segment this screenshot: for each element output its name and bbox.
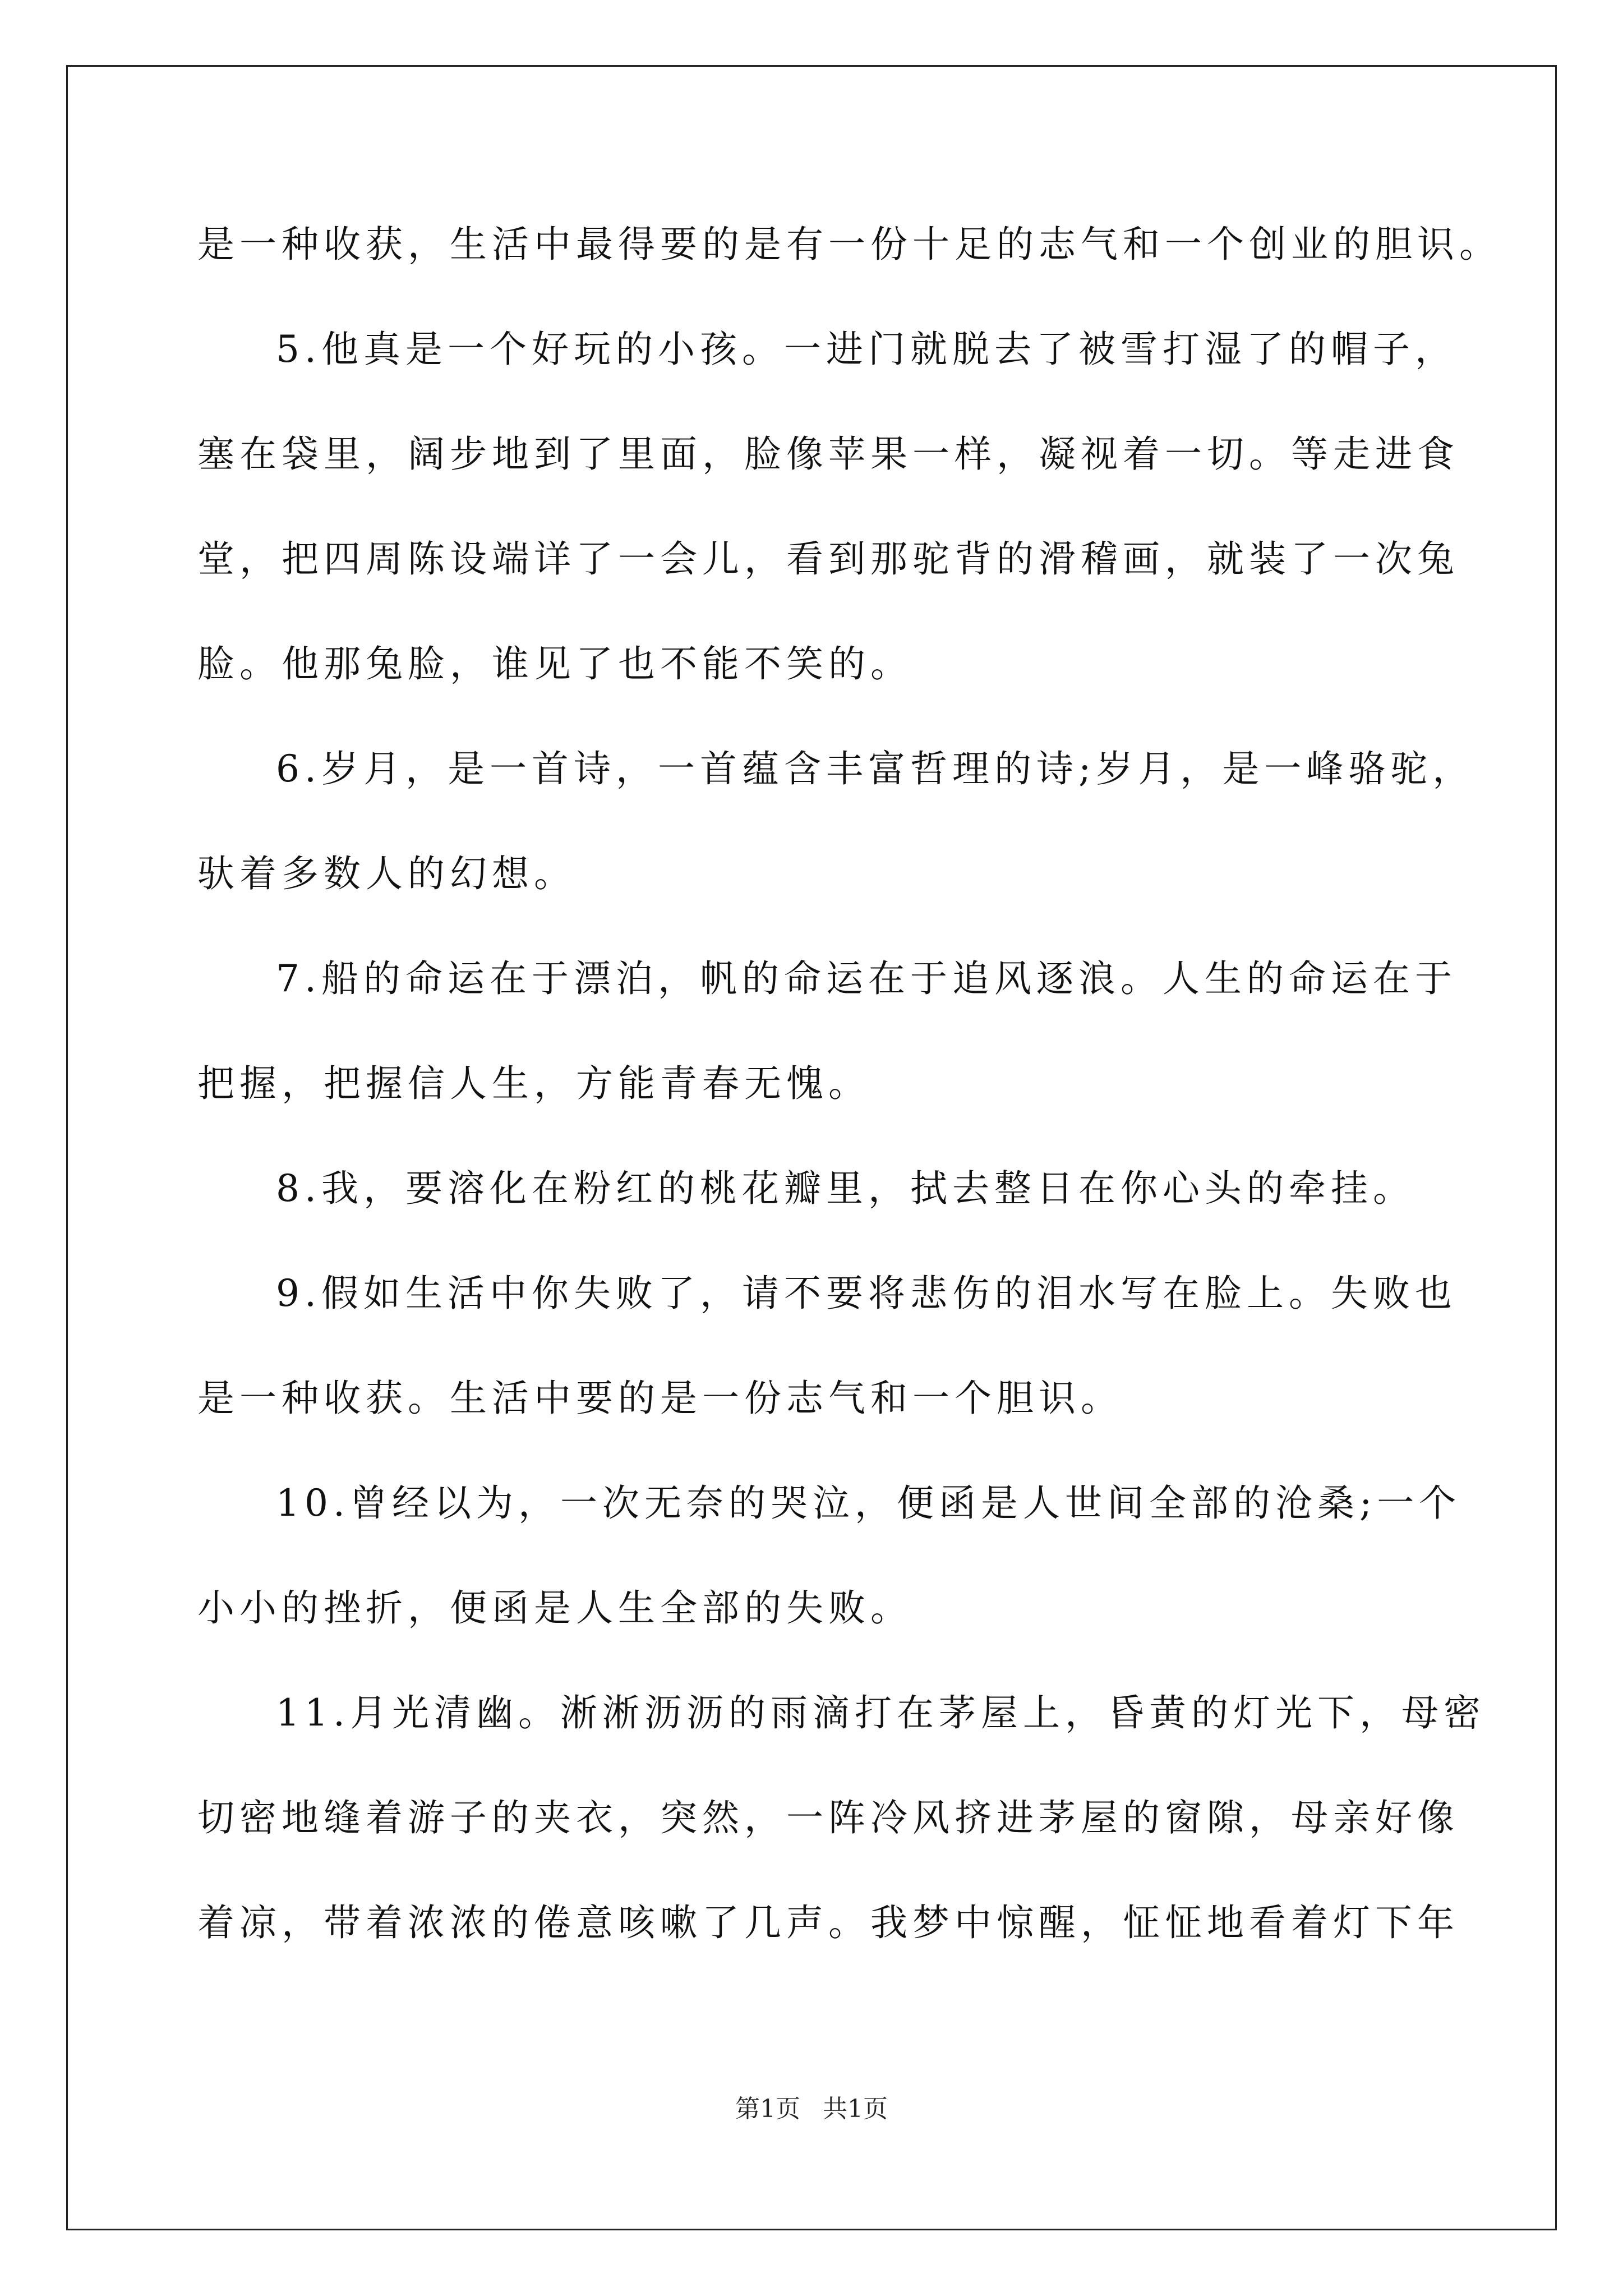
text-line: 堂，把四周陈设端详了一会儿，看到那驼背的滑稽画，就装了一次兔: [197, 537, 1459, 581]
text-line: 脸。他那兔脸，谁见了也不能不笑的。: [197, 642, 912, 685]
text-line: 是一种收获，生活中最得要的是有一份十足的志气和一个创业的胆识。: [197, 223, 1501, 266]
text-line: 把握，把握信人生，方能青春无愧。: [197, 1062, 870, 1105]
text-line: 10.曾经以为，一次无奈的哭泣，便函是人世间全部的沧桑;一个: [276, 1481, 1461, 1525]
text-line: 5.他真是一个好玩的小孩。一进门就脱去了被雪打湿了的帽子，: [276, 328, 1457, 371]
page-total: 共1页: [823, 2095, 888, 2123]
text-line: 6.岁月，是一首诗，一首蕴含丰富哲理的诗;岁月，是一峰骆驼，: [276, 747, 1475, 790]
text-line: 11.月光清幽。淅淅沥沥的雨滴打在茅屋上，昏黄的灯光下，母密: [276, 1691, 1486, 1734]
text-line: 塞在袋里，阔步地到了里面，脸像苹果一样，凝视着一切。等走进食: [197, 432, 1459, 476]
text-line: 9.假如生活中你失败了，请不要将悲伤的泪水写在脸上。失败也: [276, 1272, 1457, 1315]
text-line: 是一种收获。生活中要的是一份志气和一个胆识。: [197, 1377, 1123, 1420]
text-line: 8.我，要溶化在粉红的桃花瓣里，拭去整日在你心头的牵挂。: [276, 1167, 1415, 1210]
text-line: 驮着多数人的幻想。: [197, 852, 576, 895]
text-line: 小小的挫折，便函是人生全部的失败。: [197, 1586, 912, 1630]
page-number: 第1页: [735, 2095, 800, 2123]
text-line: 切密地缝着游子的夹衣，突然，一阵冷风挤进茅屋的窗隙，母亲好像: [197, 1796, 1459, 1839]
body-text: [197, 218, 1501, 2001]
text-line: 着凉，带着浓浓的倦意咳嗽了几声。我梦中惊醒，怔怔地看着灯下年: [197, 1901, 1459, 1944]
page-footer: [0, 2092, 1623, 2126]
text-line: 7.船的命运在于漂泊，帆的命运在于追风逐浪。人生的命运在于: [276, 957, 1457, 1000]
